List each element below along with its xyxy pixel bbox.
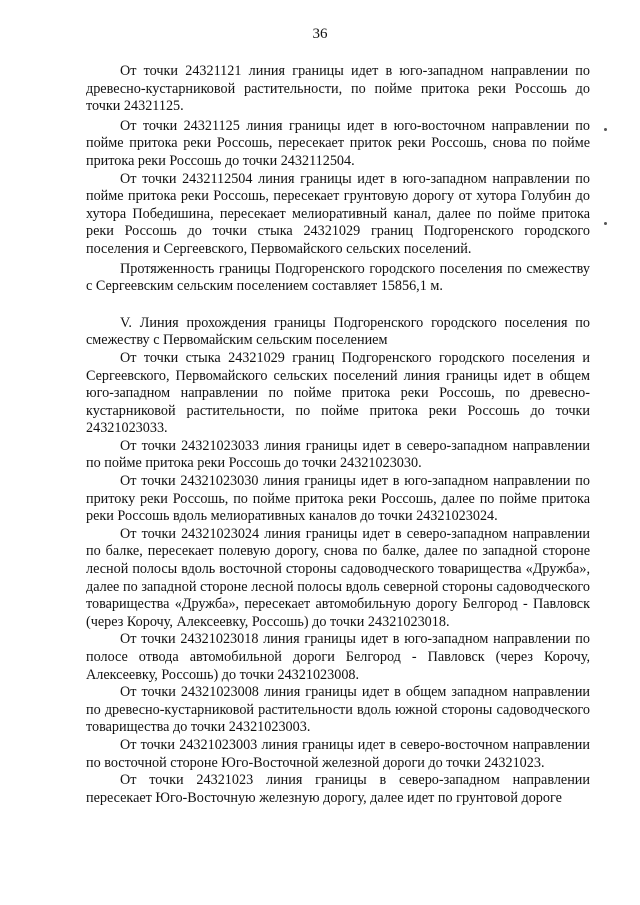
section-heading-v: V. Линия прохождения границы Подгоренского городского поселения по смежеству с Первомайским сельским поселением — [86, 314, 590, 349]
paragraph-8: От точки 24321023030 линия границы идет в юго-западном направлении по притоку реки Россошь, по пойме притока реки Россошь, далее по пойме притока реки Россошь вдоль мелиоративных каналов до точки 24321023024. — [86, 473, 590, 525]
paragraph-length-summary: Протяженность границы Подгоренского городского поселения по смежеству с Сергеевским сельским поселением составляет 15856,1 м. — [86, 260, 590, 295]
margin-dot — [604, 222, 607, 225]
paragraph-10: От точки 24321023018 линия границы идет в юго-западном направлении по полосе отвода автомобильной дороги Белгород - Павловск (через Корочу, Алексеевку, Россошь) до точки 24321023008. — [86, 631, 590, 683]
page-number: 36 — [312, 26, 328, 42]
paragraph-2: От точки 24321125 линия границы идет в юго-восточном направлении по пойме притока реки Россошь, пересекает приток реки Россошь, снова по пойме притока реки Россошь до точки 2432112504. — [86, 117, 590, 169]
paragraph-9: От точки 24321023024 линия границы идет в северо-западном направлении по балке, пересекает полевую дорогу, снова по балке, далее по западной стороне лесной полосы вдоль восточной стороны садоводческого товарищества «Дружба», далее по западной стороне лесной полосы вдоль северной стороны садоводческого товарищества «Дружба», пересекает автомобильную дорогу Белгород - Павловск (через Корочу, Алексеевку, Россошь) до точки 24321023018. — [86, 525, 590, 630]
paragraph-11: От точки 24321023008 линия границы идет в общем западном направлении по древесно-кустарниковой растительности вдоль южной стороны садоводческого товарищества до точки 24321023003. — [86, 684, 590, 736]
paragraph-3: От точки 2432112504 линия границы идет в юго-западном направлении по пойме притока реки Россошь, пересекает грунтовую дорогу от хутора Голубин до хутора Победишина, пересекает мелиоративный канал, далее по пойме притока реки Россошь до точки стыка 24321029 границ Подгоренского городского поселения и Сергеевского, Первомайского сельских поселений. — [86, 170, 590, 257]
paragraph-6: От точки стыка 24321029 границ Подгоренского городского поселения и Сергеевского, Первомайского сельских поселений линия границы идет в общем юго-западном направлении по пойме притока реки Россошь, по древесно-кустарниковой растительности, по пойме притока реки Россошь до точки 24321023033. — [86, 349, 590, 437]
paragraph-7: От точки 24321023033 линия границы идет в северо-западном направлении по пойме притока реки Россошь до точки 24321023030. — [86, 437, 590, 472]
margin-dot — [604, 128, 607, 131]
paragraph-1: От точки 24321121 линия границы идет в юго-западном направлении по древесно-кустарниковой растительности, по пойме притока реки Россошь до точки 24321125. — [86, 63, 590, 115]
paragraph-13: От точки 24321023 линия границы в северо-западном направлении пересекает Юго-Восточную железную дорогу, далее идет по грунтовой дороге — [86, 772, 590, 806]
paragraph-12: От точки 24321023003 линия границы идет в северо-восточном направлении по восточной стороне Юго-Восточной железной дороги до точки 24321023. — [86, 736, 590, 771]
document-body — [86, 63, 590, 807]
